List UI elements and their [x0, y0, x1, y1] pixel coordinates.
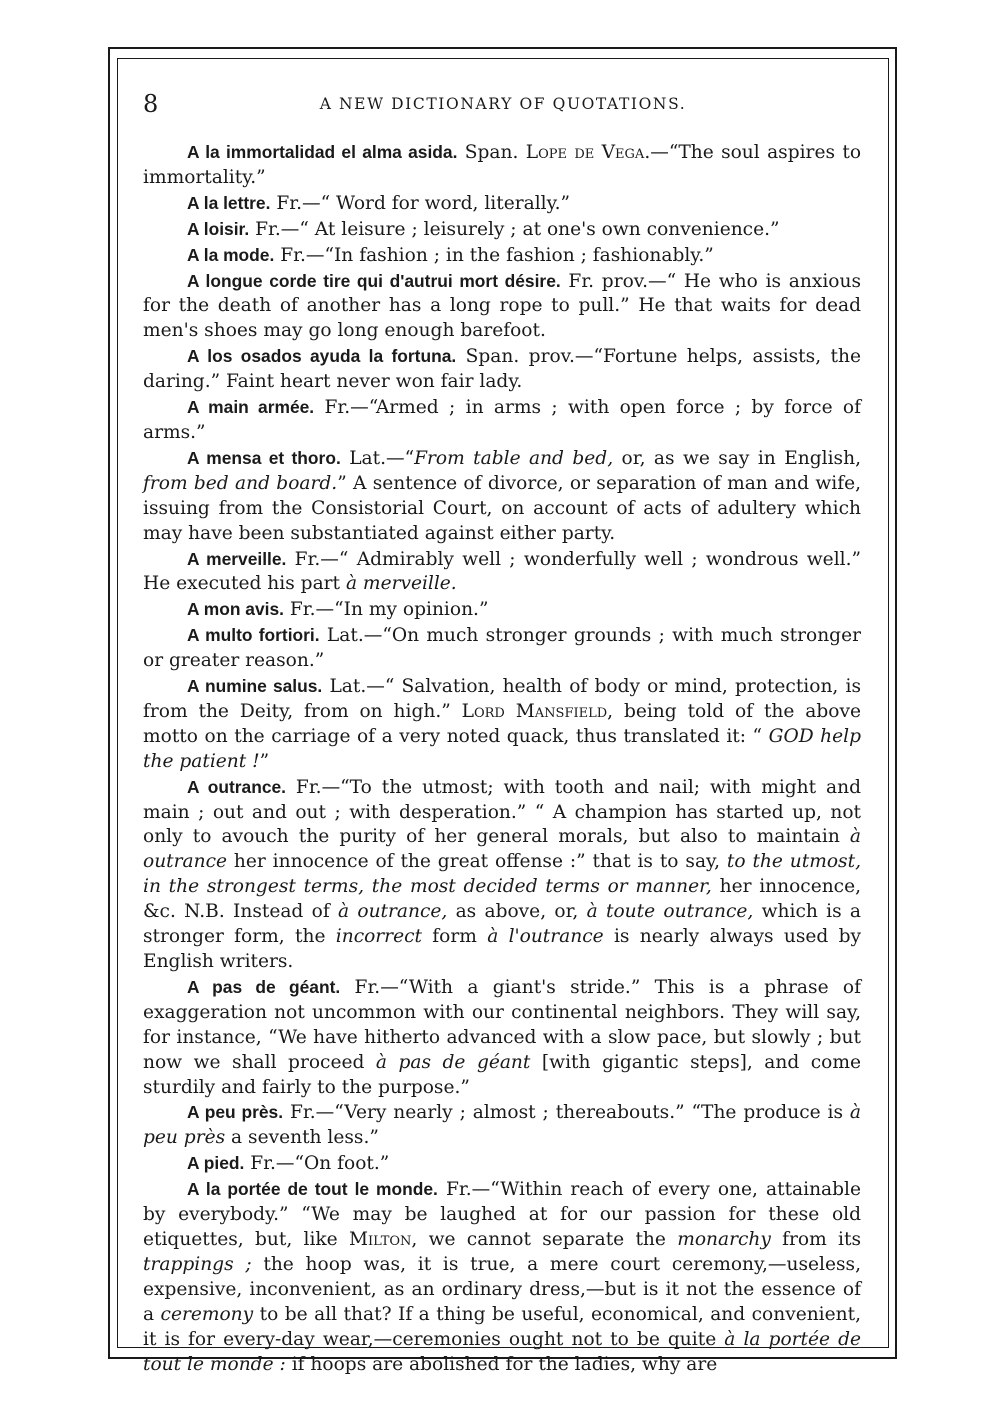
entry-a-merveille: A merveille. Fr.—“ Admirably well ; wonderfully well ; wondrous well.” He executed his part à merveille.: [143, 548, 861, 595]
entry-a-pied: A pied. Fr.—“On foot.”: [187, 1153, 390, 1175]
entry-a-outrance: A outrance. Fr.—“To the utmost; with tooth and nail; with might and main ; out and out ; with desperation.” “ A champion has started up, not only to avouch the purity of her general morals, but also to maintain à outrance her innocence of the great offense :” that is to say, to the utmost, in the strongest terms, the most decided terms or manner, her innocence, &c. N.B. Instead of à outrance, as above, or, à toute outrance, which is a stronger form, the incorrect form à l'outrance is nearly always used by English writers.: [143, 776, 862, 972]
entry-a-la-immortalidad: A la immortalidad el alma asida. Span. Lope de Vega.—“The soul aspires to immortality.”: [143, 142, 862, 188]
headword: A la immortalidad el alma asida.: [187, 142, 458, 162]
headword: A merveille.: [187, 548, 287, 569]
author-name: Lord Mansfield: [461, 700, 608, 722]
entry-a-mensa-et-thoro: A mensa et thoro. Lat.—“From table and bed, or, as we say in English, from bed and board.” A sentence of divorce, or separation of man and wife, issuing from the Consistorial Court, on account of acts of adultery which may have been substantiated against either party.: [143, 447, 862, 544]
headword: A main armée.: [187, 397, 315, 418]
headword: A los osados ayuda la fortuna.: [187, 346, 457, 367]
headword: A numine salus.: [187, 676, 323, 697]
entry-a-pas-de-geant: A pas de géant. Fr.—“With a giant's stride.” This is a phrase of exaggeration not uncommon with our continental neighbors. They will say, for instance, “We have hitherto advanced with a slow pace, but slowly ; but now we shall proceed à pas de géant [with gigantic steps], and come sturdily and fairly to the purpose.”: [143, 976, 862, 1098]
page-number: 8: [143, 90, 159, 118]
entry-a-los-osados: A los osados ayuda la fortuna. Span. prov.—“Fortune helps, assists, the daring.” Faint heart never won fair lady.: [143, 346, 861, 393]
headword: A longue corde tire qui d'autrui mort désire.: [187, 270, 561, 291]
entry-a-peu-pres: A peu près. Fr.—“Very nearly ; almost ; thereabouts.” “The produce is à peu près a seventh less.”: [143, 1102, 862, 1149]
headword: A mensa et thoro.: [187, 447, 341, 468]
author-name: Milton: [348, 1228, 412, 1250]
dictionary-body: [143, 140, 861, 1377]
author-name: Lope de Vega: [525, 142, 645, 163]
headword: A pas de géant.: [187, 976, 341, 997]
entry-a-numine-salus: A numine salus. Lat.—“ Salvation, health of body or mind, protection, is from the Deity, from on high.” Lord Mansfield, being told of the above motto on the carriage of a very noted quack, thus translated it: “ GOD help the patient !”: [143, 676, 862, 772]
headword: A multo fortiori.: [187, 625, 320, 646]
entry-a-mon-avis: A mon avis. Fr.—“In my opinion.”: [187, 599, 489, 621]
headword: A la mode.: [187, 244, 275, 265]
headword: A peu près.: [187, 1102, 284, 1123]
headword: A mon avis.: [187, 599, 284, 620]
headword: A la lettre.: [187, 192, 271, 213]
page-header: [143, 90, 863, 120]
headword: A outrance.: [187, 776, 287, 797]
headword: A pied.: [187, 1153, 245, 1174]
entry-a-longue-corde: A longue corde tire qui d'autrui mort désire. Fr. prov.—“ He who is anxious for the death of another has a long rope to pull.” He that waits for dead men's shoes may go long enough barefoot.: [143, 270, 861, 342]
running-title: A NEW DICTIONARY OF QUOTATIONS.: [319, 95, 687, 113]
headword: A loisir.: [187, 218, 250, 239]
entry-a-main-armee: A main armée. Fr.—“Armed ; in arms ; with open force ; by force of arms.”: [143, 397, 861, 443]
entry-a-la-mode: A la mode. Fr.—“In fashion ; in the fashion ; fashionably.”: [187, 244, 714, 266]
headword: A la portée de tout le monde.: [187, 1179, 438, 1200]
entry-a-la-portee: A la portée de tout le monde. Fr.—“Within reach of every one, attainable by everybody.” “We may be laughed at for our passion for these old etiquettes, but, like Milton, we cannot separate the monarchy from its trappings ; the hoop was, it is true, a mere court ceremony,—useless, expensive, inconvenient, as an ordinary dress,—but is it not the essence of a ceremony to be all that? If a thing be useful, economical, and convenient, it is for every-day wear,—ceremonies ought not to be quite à la portée de tout le monde : if hoops are abolished for the ladies, why are: [143, 1179, 861, 1375]
entry-a-la-lettre: A la lettre. Fr.—“ Word for word, literally.”: [187, 192, 571, 214]
entry-a-loisir: A loisir. Fr.—“ At leisure ; leisurely ; at one's own convenience.”: [187, 218, 780, 240]
entry-a-multo-fortiori: A multo fortiori. Lat.—“On much stronger grounds ; with much stronger or greater reason.”: [143, 625, 861, 672]
